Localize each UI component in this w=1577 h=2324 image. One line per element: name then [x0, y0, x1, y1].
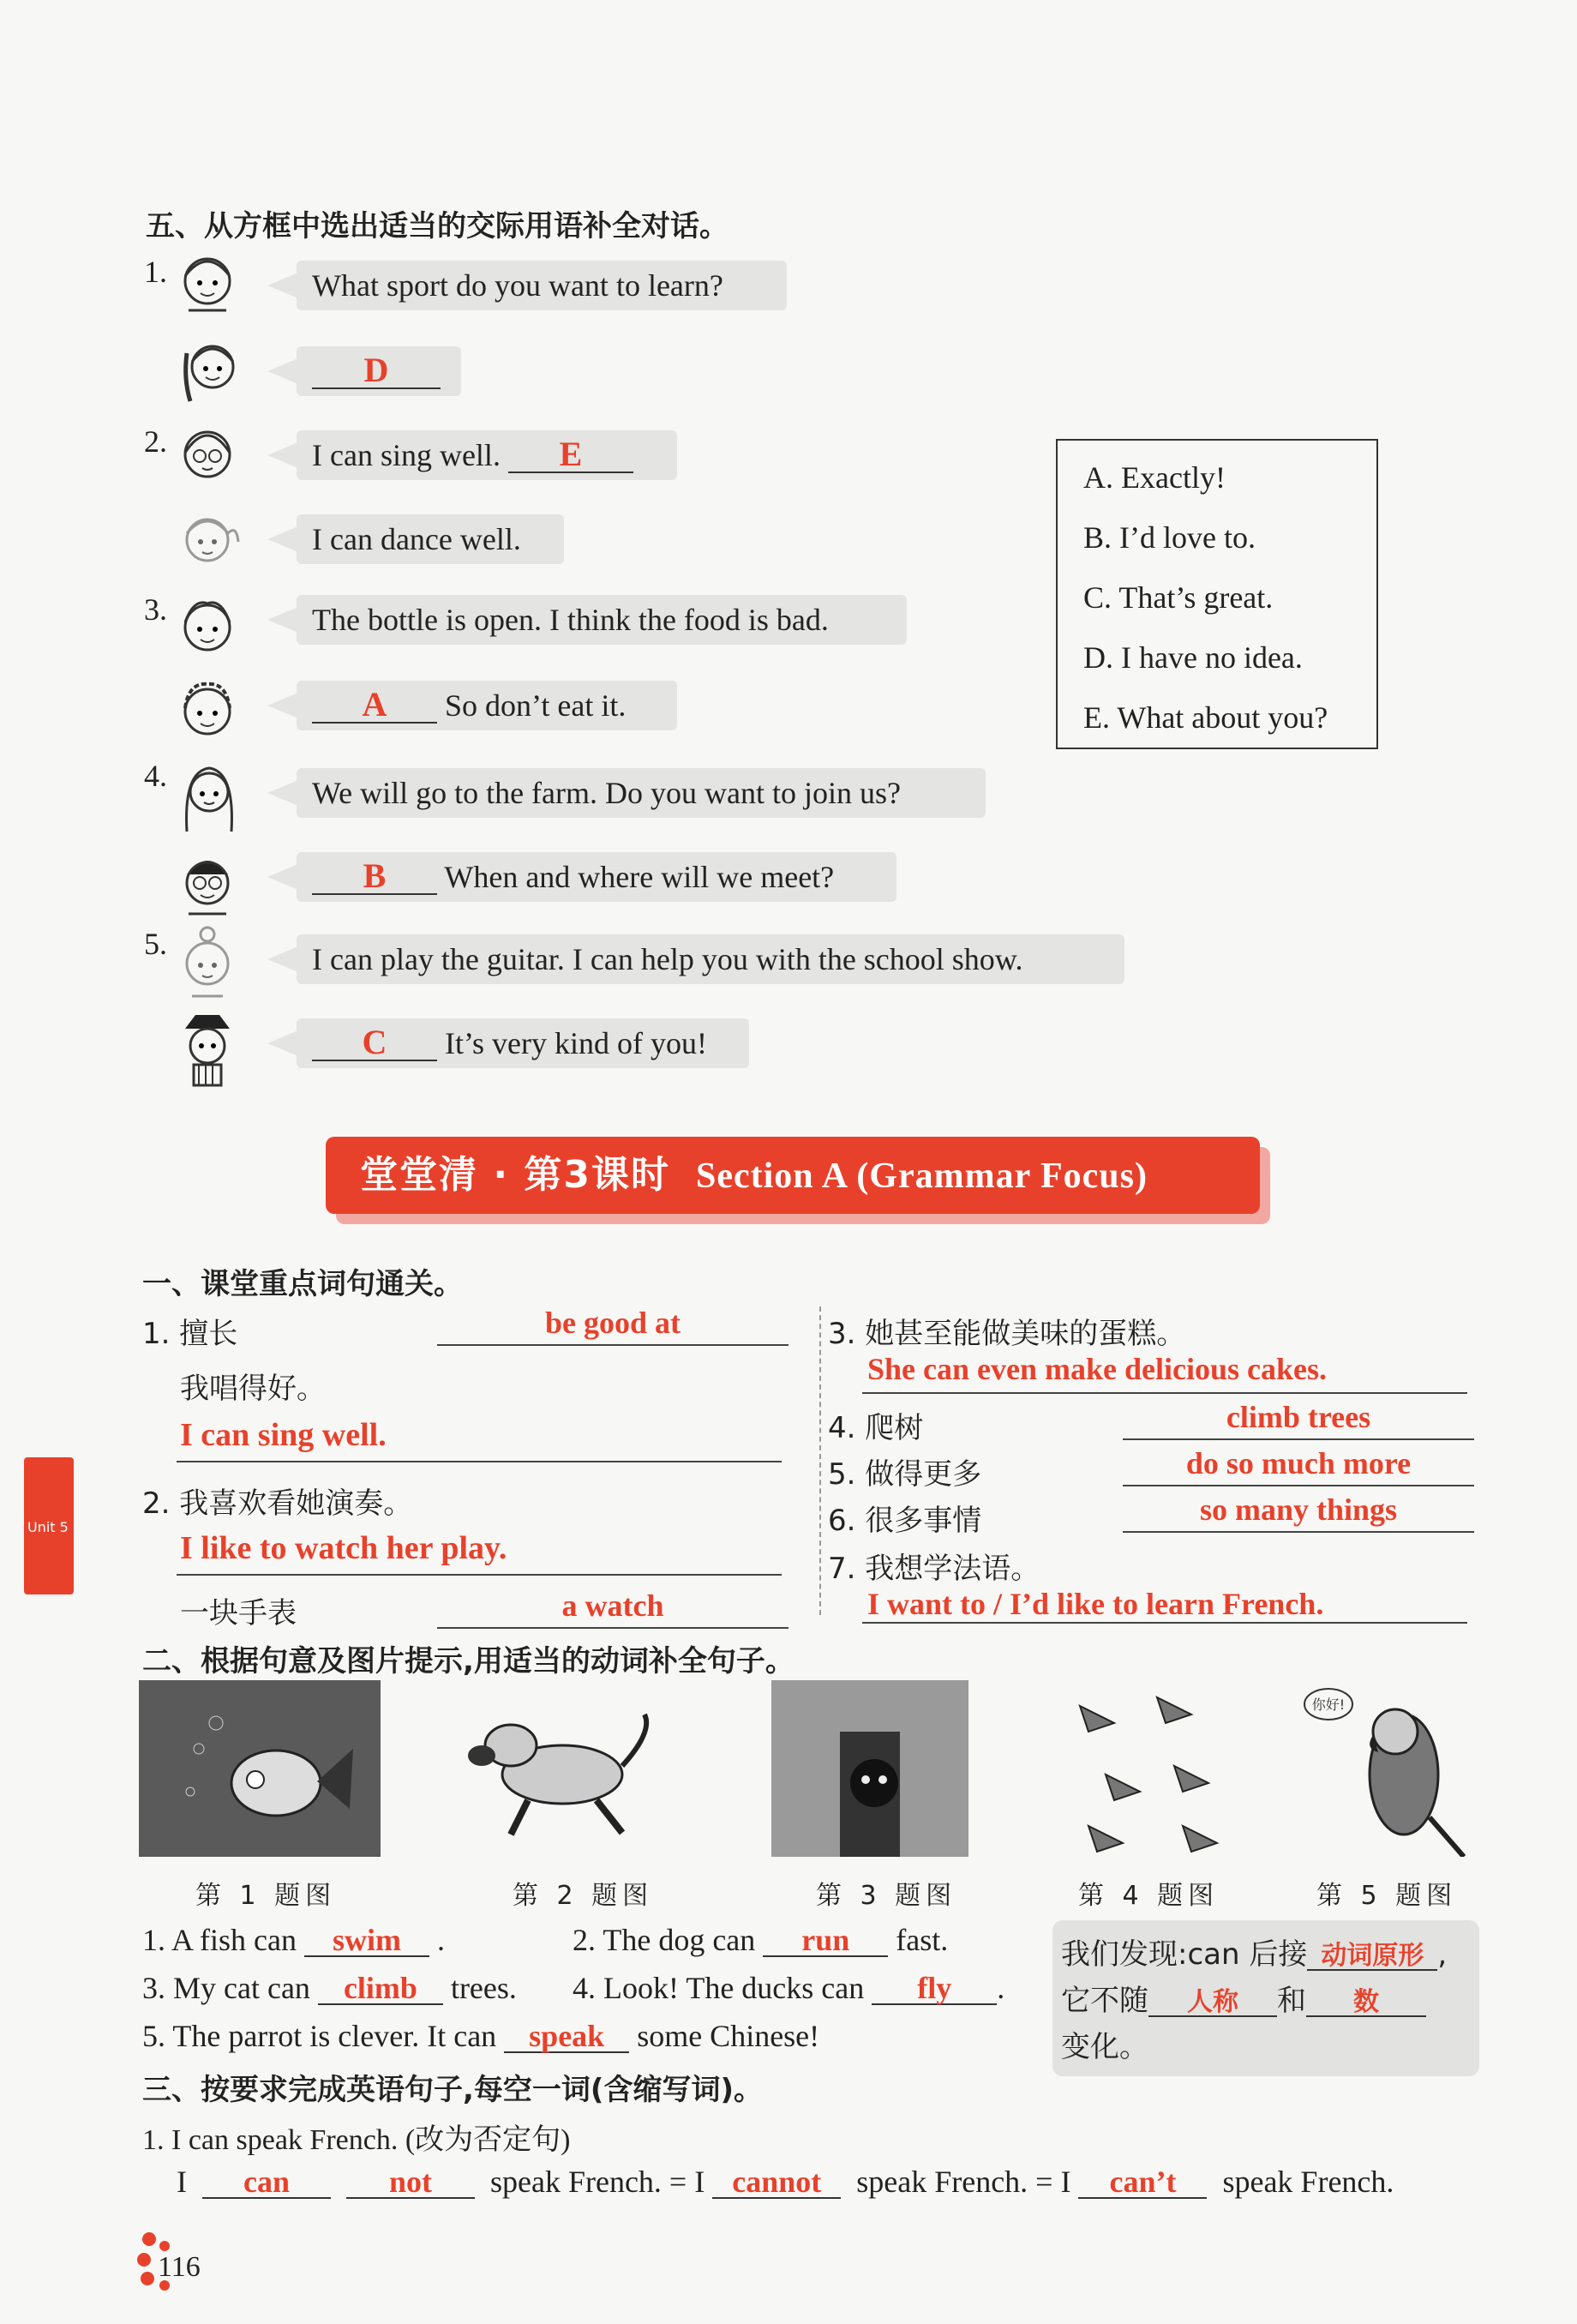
p1-a7[interactable]: I want to / I’d like to learn French.: [867, 1587, 1324, 1621]
girl-glasses-face-icon: [177, 415, 238, 494]
boy-glasses-face-icon: [177, 840, 238, 919]
p1-q3: 3. 她甚至能做美味的蛋糕。: [828, 1317, 1186, 1351]
dialogue-3-line1-text: The bottle is open. I think the food is bad.: [312, 603, 829, 637]
dialogue-3-answer[interactable]: A: [312, 688, 437, 724]
dialogue-3-line2-text: So don’t eat it.: [445, 688, 627, 723]
option-e: E. What about you?: [1083, 700, 1328, 735]
p3-mid2: speak French. = I: [856, 2165, 1071, 2199]
p3-i: I: [177, 2165, 187, 2199]
p2-sentence-4: [573, 1970, 1004, 2006]
dialogue-2-line2-text: I can dance well.: [312, 522, 521, 556]
p1-a6[interactable]: so many things: [1199, 1492, 1398, 1527]
caption-1: 第 1 题图: [195, 1881, 337, 1911]
p2-s2-post: fast.: [896, 1923, 949, 1957]
option-d: D. I have no idea.: [1083, 640, 1303, 675]
note-line-3: 变化。: [1061, 2030, 1148, 2064]
p1-q5: 5. 做得更多: [828, 1457, 982, 1492]
girl-bun-face-icon: [177, 921, 238, 1003]
p3-answer-2[interactable]: not: [346, 2166, 475, 2199]
note-t3: 和: [1277, 1984, 1306, 2018]
p2-s4-post: .: [997, 1971, 1005, 2005]
note-t2: 它不随: [1061, 1984, 1148, 2018]
dialogue-4-line1: [297, 768, 986, 818]
dialogue-1-line2: [297, 346, 461, 396]
dialogue-2-line1-text: I can sing well.: [312, 438, 501, 472]
part3-answer-line: [177, 2164, 1394, 2200]
p2-sentence-1: [142, 1922, 445, 1958]
cat-tree-picture: [771, 1680, 968, 1857]
p2-s1-answer[interactable]: swim: [304, 1925, 429, 1957]
parrot-picture: [1301, 1680, 1488, 1857]
part3-title: 三、按要求完成英语句子,每空一词(含缩写词)。: [142, 2073, 763, 2107]
caption-2: 第 2 题图: [513, 1881, 654, 1911]
note-t1b: ,: [1437, 1937, 1448, 1972]
options-box: [1056, 439, 1378, 749]
banner-en: Section A (Grammar Focus): [695, 1156, 1148, 1196]
dialogue-2-number: 2.: [144, 424, 167, 459]
dialogue-4-answer[interactable]: B: [312, 859, 437, 895]
dog-picture: [451, 1680, 670, 1857]
dialogue-1-line1-text: What sport do you want to learn?: [312, 268, 723, 303]
p2-s2-pre: 2. The dog can: [573, 1923, 756, 1957]
p1-a1[interactable]: be good at: [544, 1306, 681, 1340]
boy-face-icon: [177, 586, 238, 665]
dialogue-1-line1: [297, 261, 787, 310]
page-number: 116: [158, 2251, 201, 2283]
dialogue-4-number: 4.: [144, 759, 167, 793]
note-line-2: [1061, 1977, 1426, 2019]
dialogue-3-number: 3.: [144, 592, 167, 627]
note-answer-1[interactable]: 动词原形: [1307, 1943, 1437, 1971]
note-answer-2[interactable]: 人称: [1148, 1990, 1277, 2017]
p1-q2b: 一块手表: [180, 1596, 297, 1630]
dialogue-5-answer[interactable]: C: [312, 1025, 437, 1061]
p1-a2b[interactable]: a watch: [561, 1588, 664, 1623]
p1-q7: 7. 我想学法语。: [828, 1552, 1040, 1586]
dialogue-3-line2: [297, 681, 677, 730]
part3-q1: 1. I can speak French. (改为否定句): [142, 2124, 571, 2156]
note-answer-3[interactable]: 数: [1306, 1990, 1426, 2017]
dialogue-2-line1: [297, 430, 677, 480]
ducks-picture: [1054, 1680, 1244, 1857]
p2-s1-post: .: [436, 1923, 445, 1957]
girl-long-hair-face-icon: [177, 754, 242, 837]
unit-side-tab-text: Unit 5: [27, 1519, 69, 1535]
p2-sentence-5: [142, 2018, 819, 2054]
dialogue-5-line2: [297, 1018, 749, 1068]
p2-sentence-2: [573, 1922, 948, 1958]
p1-q4: 4. 爬树: [828, 1411, 924, 1445]
p3-answer-1[interactable]: can: [202, 2166, 331, 2199]
girl-braids-face-icon: [177, 327, 245, 406]
p2-s3-post: trees.: [450, 1971, 517, 2005]
parrot-speech-text: 你好!: [1311, 1696, 1346, 1713]
note-t1: 我们发现:can 后接: [1061, 1937, 1308, 1972]
p2-s4-answer[interactable]: fly: [872, 1973, 997, 2005]
p3-answer-4[interactable]: can’t: [1078, 2166, 1207, 2199]
p2-s1-pre: 1. A fish can: [142, 1923, 297, 1957]
p3-mid1: speak French. = I: [490, 2165, 705, 2199]
p1-a2[interactable]: I like to watch her play.: [180, 1530, 507, 1566]
section5-title: 五、从方框中选出适当的交际用语补全对话。: [146, 209, 729, 243]
dialogue-2-line2: [297, 514, 564, 564]
girl-ponytail-face-icon: [177, 499, 242, 578]
p2-s5-pre: 5. The parrot is clever. It can: [142, 2019, 497, 2053]
dialogue-5-line1: [297, 934, 1124, 984]
caption-5: 第 5 题图: [1316, 1881, 1458, 1911]
p2-s5-post: some Chinese!: [637, 2019, 820, 2053]
caption-3: 第 3 题图: [816, 1881, 957, 1911]
girl-face-icon: [177, 242, 238, 321]
p1-q6: 6. 很多事情: [828, 1504, 982, 1538]
dialogue-4-line2: [297, 852, 896, 902]
dialogue-4-line1-text: We will go to the farm. Do you want to join us?: [312, 776, 901, 810]
dialogue-5-line2-text: It’s very kind of you!: [445, 1026, 707, 1060]
option-b: B. I’d love to.: [1083, 520, 1256, 555]
part1-title: 一、课堂重点词句通关。: [142, 1267, 463, 1301]
p1-q1: 1. 擅长: [142, 1317, 238, 1351]
dialogue-3-line1: [297, 595, 907, 645]
part1-divider: [819, 1306, 821, 1615]
dialogue-2-answer[interactable]: E: [508, 437, 633, 473]
p2-s3-answer[interactable]: climb: [318, 1973, 443, 2005]
dialogue-5-line1-text: I can play the guitar. I can help you with the school show.: [312, 942, 1023, 976]
p3-answer-3[interactable]: cannot: [712, 2166, 841, 2199]
p2-sentence-3: [142, 1970, 517, 2006]
dialogue-5-number: 5.: [144, 927, 167, 961]
part2-title: 二、根据句意及图片提示,用适当的动词补全句子。: [142, 1644, 794, 1678]
option-c: C. That’s great.: [1083, 580, 1274, 615]
boy-cap-face-icon: [177, 1003, 238, 1089]
caption-4: 第 4 题图: [1078, 1881, 1220, 1911]
p1-q2: 2. 我喜欢看她演奏。: [142, 1486, 413, 1521]
p1-q1b: 我唱得好。: [180, 1372, 326, 1406]
dialogue-1-number: 1.: [144, 255, 167, 289]
p1-a4[interactable]: climb trees: [1226, 1400, 1371, 1434]
banner-cn: 堂堂清 · 第3课时: [360, 1153, 670, 1197]
lesson-banner: [326, 1137, 1260, 1214]
p2-s2-answer[interactable]: run: [763, 1925, 888, 1957]
boy-curly-face-icon: [177, 670, 238, 749]
p2-s3-pre: 3. My cat can: [142, 1971, 310, 2005]
note-line-1: [1061, 1931, 1447, 1973]
option-a: A. Exactly!: [1083, 460, 1226, 495]
fish-picture: [139, 1680, 381, 1857]
p1-a5[interactable]: do so much more: [1185, 1446, 1412, 1480]
dialogue-1-answer[interactable]: D: [312, 353, 441, 389]
p3-end: speak French.: [1222, 2165, 1394, 2199]
p2-s5-answer[interactable]: speak: [504, 2021, 629, 2053]
p1-a1b[interactable]: I can sing well.: [180, 1417, 387, 1453]
p2-s4-pre: 4. Look! The ducks can: [573, 1971, 865, 2005]
dialogue-4-line2-text: When and where will we meet?: [444, 860, 835, 894]
p1-a3[interactable]: She can even make delicious cakes.: [867, 1352, 1327, 1386]
